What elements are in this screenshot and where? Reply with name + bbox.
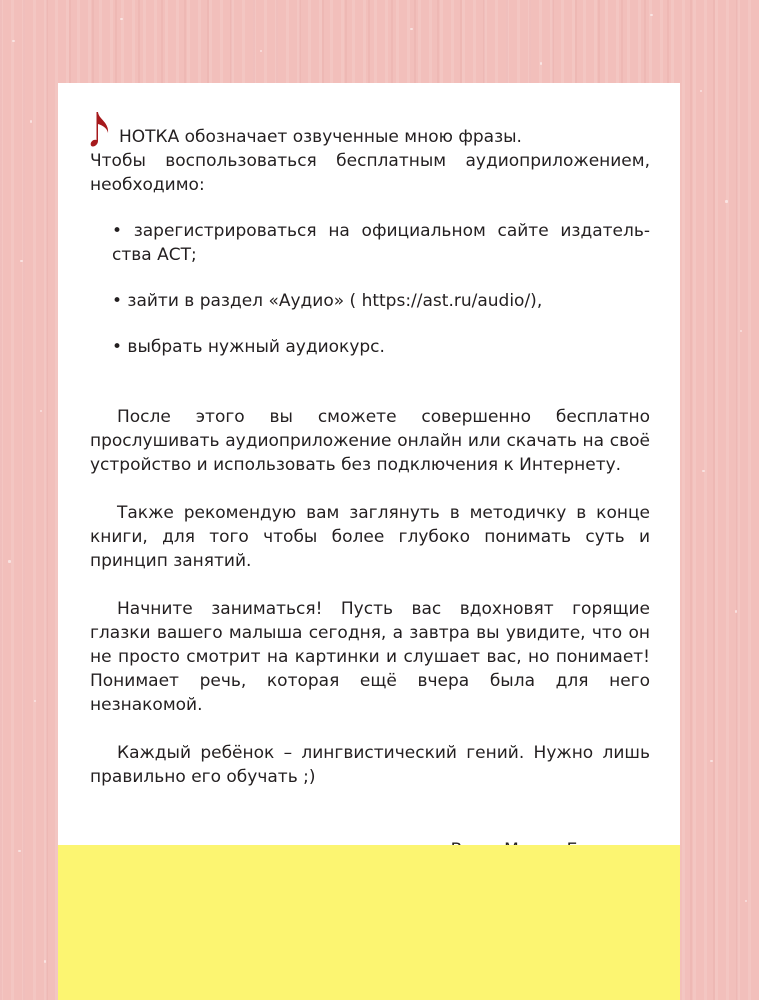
- paragraph-methodology: Также рекомендую вам заглянуть в методичку в конце книги, для того чтобы более глубоко понимать суть и принцип занятий.: [90, 503, 650, 571]
- background-speck: [120, 18, 123, 20]
- note-legend-text: НОТКА обозначает озвученные мною фразы.: [119, 127, 522, 147]
- background-speck: [735, 610, 737, 613]
- background-speck: [745, 900, 747, 902]
- background-speck: [40, 410, 42, 412]
- note-legend: [90, 109, 650, 149]
- page-content: [90, 109, 650, 862]
- background-speck: [44, 960, 46, 963]
- book-page: [58, 83, 680, 1000]
- background-speck: [8, 560, 11, 563]
- background-speck: [540, 62, 542, 65]
- background-speck: [20, 260, 23, 262]
- yellow-band: [58, 845, 680, 1000]
- background-speck: [740, 330, 742, 332]
- bullet-register-continued: ства АСТ;: [112, 245, 197, 265]
- background-speck: [650, 14, 653, 16]
- background-speck: [700, 90, 702, 92]
- background-speck: [410, 28, 413, 30]
- bullet-audio-section: • зайти в раздел «Аудио» ( https://ast.ru/audio/),: [112, 291, 543, 311]
- paragraph-after-registration: После этого вы сможете совершенно бесплатно прослушивать аудиоприложение онлайн или скачать на своё устройство и использовать без подключения к Интернету.: [90, 407, 650, 475]
- bullet-register: • зарегистрироваться на официальном сайте издатель-: [112, 221, 650, 241]
- bullet-choose-course: • выбрать нужный аудиокурс.: [112, 337, 385, 357]
- paragraph-linguistic-genius: Каждый ребёнок – лингвистический гений. Нужно лишь правильно его обучать ;): [90, 743, 650, 787]
- background-speck: [260, 50, 262, 52]
- background-speck: [30, 120, 32, 123]
- intro-line: Чтобы воспользоваться бесплатным аудиоприложением,: [90, 151, 650, 171]
- background-speck: [710, 760, 713, 762]
- background-speck: [18, 850, 21, 852]
- background-speck: [12, 40, 15, 42]
- music-note-icon: [90, 109, 113, 149]
- paragraph-inspiration: Начните заниматься! Пусть вас вдохновят горящие глазки вашего малыша сегодня, а завтра вы увидите, что он не просто смотрит на картинки и слушает вас, но понимает! Понимает речь, которая ещё вчера была для него незнакомой.: [90, 599, 650, 715]
- background-speck: [34, 700, 36, 702]
- background-speck: [725, 200, 728, 203]
- background-speck: [702, 470, 705, 472]
- intro-continue: необходимо:: [90, 175, 205, 195]
